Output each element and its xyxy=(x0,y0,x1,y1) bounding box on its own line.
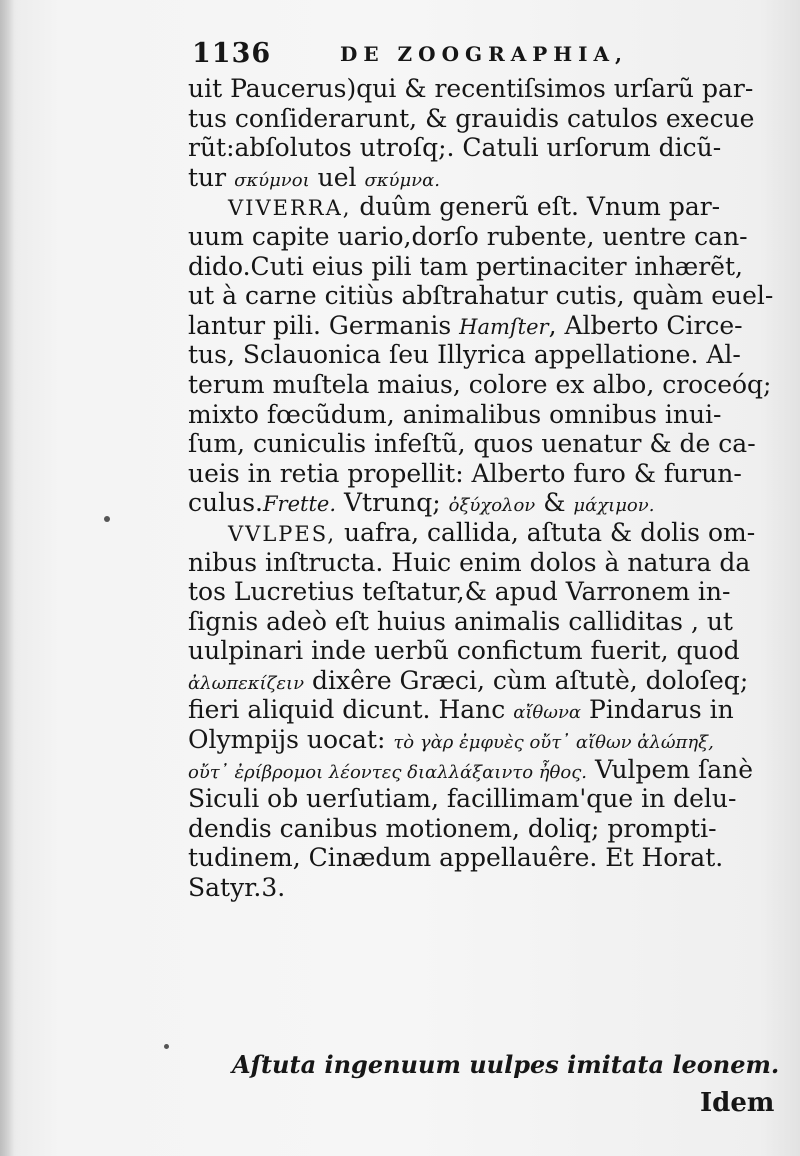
greek-word: ὀξύχολον xyxy=(448,495,536,517)
text-line xyxy=(188,192,778,222)
text-line: Siculi ob uerſutiam, facillimam'que in delu- xyxy=(188,784,737,814)
text-span: lantur pili. Germanis xyxy=(188,310,452,340)
greek-word: σκύμνοι xyxy=(234,169,310,191)
text-span: tur xyxy=(188,162,227,192)
text-line xyxy=(188,755,778,785)
entry-heading-viverra: VIVERRA, xyxy=(228,196,352,221)
text-line: tus, Sclauonica ſeu Illyrica appellatione. Al- xyxy=(188,340,741,370)
text-span: , Alberto Circe- xyxy=(548,310,743,340)
greek-quote: οὔτ᾽ ἐρίβρομοι λέοντες διαλλάξαιντο ἦθος. xyxy=(188,761,588,783)
text-line xyxy=(188,518,778,548)
italic-word: Hamſter xyxy=(459,314,549,339)
text-line: Satyr.3. xyxy=(188,873,286,903)
text-span: dixêre Græci, cùm aſtutè, doloſeq; xyxy=(311,665,749,695)
italic-word: Frette. xyxy=(262,492,337,517)
text-line: tus conſiderarunt, & grauidis catulos execue xyxy=(188,103,755,133)
text-line: nibus inſtructa. Huic enim dolos à natura da xyxy=(188,547,751,577)
page-gutter-shadow xyxy=(0,0,14,1156)
text-line: dendis canibus motionem, doliq; prompti- xyxy=(188,813,717,843)
text-line xyxy=(188,666,778,696)
text-line: dido.Cuti eius pili tam pertinaciter inhærẽt, xyxy=(188,251,743,281)
text-span: uel xyxy=(317,162,357,192)
greek-quote: τὸ γὰρ ἐμφυὲς οὔτ᾽ αἴθων ἀλώπηξ, xyxy=(393,732,714,754)
text-span: Pindarus in xyxy=(589,695,734,725)
text-line: rũt:abſolutos utroſq;. Catuli urſorum dicũ- xyxy=(188,133,722,163)
text-line: uit Paucerus)qui & recentiſsimos urſarũ par- xyxy=(188,74,754,103)
text-line xyxy=(188,488,778,518)
catchword: Idem xyxy=(700,1088,775,1118)
greek-word: σκύμνα. xyxy=(364,169,441,191)
greek-word: ἀλωπεκίζειν xyxy=(188,672,305,694)
greek-word: αἴθωνα xyxy=(513,702,582,724)
running-head xyxy=(192,38,752,74)
text-line: terum muſtela maius, colore ex albo, croceóq; xyxy=(188,369,772,399)
ink-speck xyxy=(164,1044,169,1049)
text-line xyxy=(188,311,778,341)
entry-heading-vulpes: VVLPES, xyxy=(228,521,337,546)
text-span: Olympijs uocat: xyxy=(188,725,386,755)
running-title: DE ZOOGRAPHIA, xyxy=(340,42,628,66)
ink-speck xyxy=(104,516,110,522)
text-span: duûm generũ eſt. Vnum par- xyxy=(359,192,721,222)
text-line xyxy=(188,695,778,725)
text-line: ueis in retia propellit: Alberto furo & furun- xyxy=(188,458,742,488)
text-span: fieri aliquid dicunt. Hanc xyxy=(188,695,506,725)
text-line xyxy=(188,163,778,193)
text-line: ſignis adeò eſt huius animalis calliditas , ut xyxy=(188,606,733,636)
text-line: uulpinari inde uerbũ confictum fuerit, quod xyxy=(188,636,740,666)
text-line: uum capite uario,dorſo rubente, uentre can- xyxy=(188,221,748,251)
greek-word: μάχιμον. xyxy=(573,495,655,517)
text-line: mixto fœcũdum, animalibus omnibus inui- xyxy=(188,399,722,429)
text-line: tos Lucretius teſtatur,& apud Varronem in- xyxy=(188,577,731,607)
text-span: Vulpem ſanè xyxy=(595,754,754,784)
verse-quotation: Aſtuta ingenuum uulpes imitata leonem. xyxy=(232,1050,780,1079)
body-text xyxy=(188,74,778,903)
text-span: Vtrunq; xyxy=(343,488,441,518)
page-number: 1136 xyxy=(192,38,272,69)
text-span: culus. xyxy=(188,488,263,518)
text-line xyxy=(188,725,778,755)
text-line: ut à carne citiùs abſtrahatur cutis, quàm euel- xyxy=(188,281,774,311)
text-span: uafra, callida, aſtuta & dolis om- xyxy=(344,517,756,547)
text-line: ſum, cuniculis infeſtũ, quos uenatur & de ca- xyxy=(188,429,756,459)
text-span: & xyxy=(543,488,566,518)
text-line: tudinem, Cinædum appellauêre. Et Horat. xyxy=(188,843,724,873)
